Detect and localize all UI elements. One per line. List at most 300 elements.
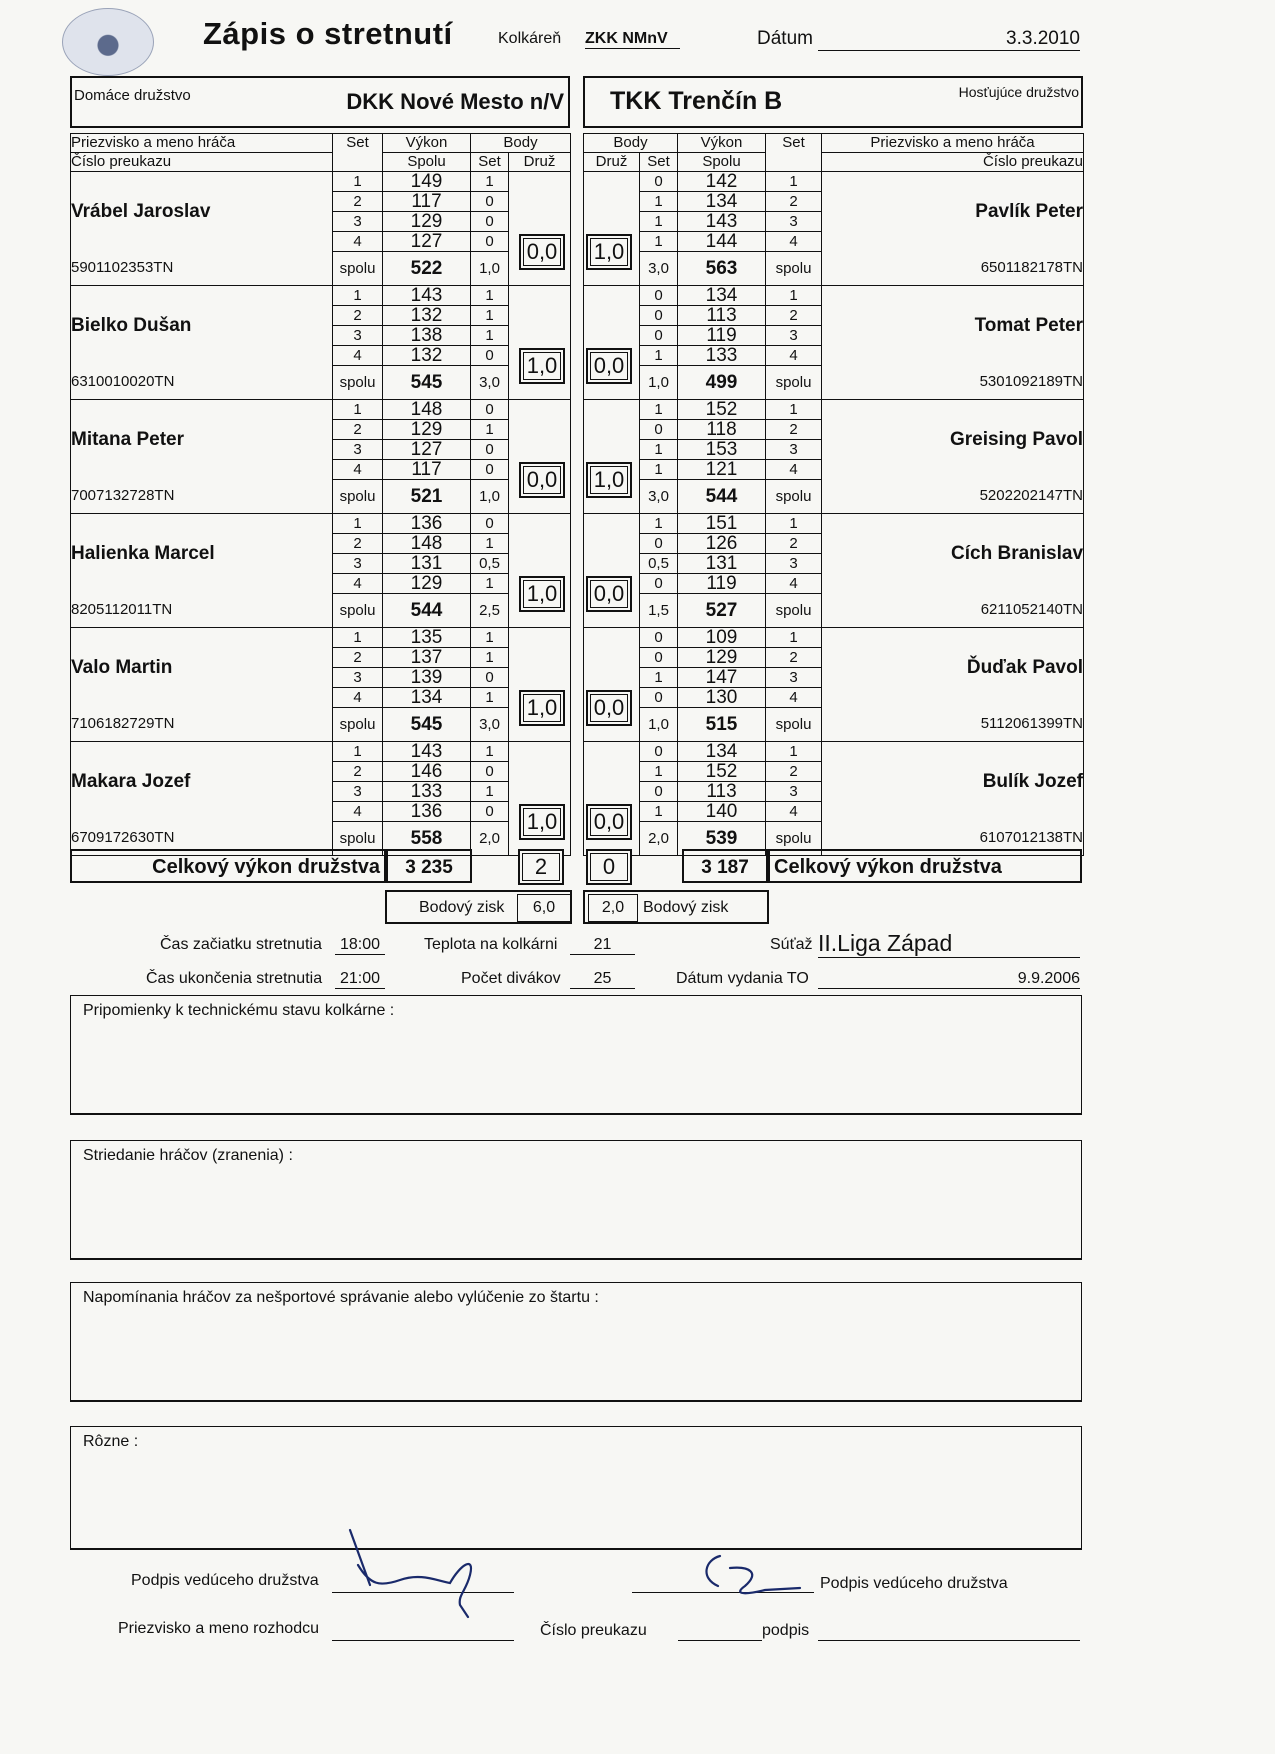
table-row <box>71 286 571 306</box>
guest-total-value: 3 187 <box>701 857 749 878</box>
guest-player-total: 515 <box>678 708 766 742</box>
guest-player-total: 499 <box>678 366 766 400</box>
home-set-score: 129 <box>383 420 471 440</box>
guest-player-license: 5202202147TN <box>822 480 1084 514</box>
home-player-name: Valo Martin <box>71 628 333 708</box>
home-set-score: 136 <box>383 802 471 822</box>
set-number: 4 <box>766 460 822 480</box>
federation-logo <box>62 8 154 76</box>
guest-total-box <box>682 849 768 883</box>
set-number: 2 <box>333 534 383 554</box>
home-total-label: spolu <box>333 708 383 742</box>
home-set-score: 129 <box>383 212 471 232</box>
guest-player-license: 6211052140TN <box>822 594 1084 628</box>
guest-player-total: 544 <box>678 480 766 514</box>
guest-set-score: 142 <box>678 172 766 192</box>
other-remarks-box[interactable] <box>70 1426 1082 1550</box>
home-set-points: 0 <box>471 460 509 480</box>
guest-set-points: 1 <box>640 232 678 252</box>
home-team-points: 0,0 <box>519 234 565 270</box>
table-row <box>584 628 1084 648</box>
guest-set-total: 3,0 <box>640 480 678 514</box>
home-set-score: 139 <box>383 668 471 688</box>
set-number: 2 <box>766 534 822 554</box>
guest-total-label: spolu <box>766 708 822 742</box>
guest-set-points: 0 <box>640 306 678 326</box>
set-number: 2 <box>766 762 822 782</box>
guest-set-score: 119 <box>678 326 766 346</box>
set-number: 2 <box>766 648 822 668</box>
set-number: 1 <box>766 400 822 420</box>
issue-label: Dátum vydania TO <box>676 970 809 987</box>
home-set-score: 132 <box>383 346 471 366</box>
home-total-label: spolu <box>333 594 383 628</box>
date-value: 3.3.2010 <box>818 28 1080 51</box>
guest-team-points: 0,0 <box>586 804 632 840</box>
set-number: 3 <box>333 212 383 232</box>
set-number: 4 <box>766 232 822 252</box>
set-number: 2 <box>333 420 383 440</box>
home-set-score: 135 <box>383 628 471 648</box>
guest-set-points: 0 <box>640 688 678 708</box>
set-number: 2 <box>333 192 383 212</box>
home-player-name: Bielko Dušan <box>71 286 333 366</box>
set-number: 4 <box>333 232 383 252</box>
home-set-points: 1 <box>471 688 509 708</box>
col-set: Set <box>766 134 822 172</box>
referee-license-line <box>678 1640 762 1641</box>
col-body-druz: Druž <box>584 153 640 172</box>
set-number: 3 <box>333 440 383 460</box>
referee-name-line <box>332 1640 514 1641</box>
table-row <box>584 594 1084 628</box>
set-number: 4 <box>333 460 383 480</box>
table-row <box>584 252 1084 286</box>
set-number: 4 <box>766 346 822 366</box>
set-number: 4 <box>766 802 822 822</box>
guest-set-points: 1 <box>640 668 678 688</box>
temp-value: 21 <box>570 936 635 955</box>
home-player-license: 7106182729TN <box>71 708 333 742</box>
guest-set-points: 0 <box>640 326 678 346</box>
home-total-label: spolu <box>333 822 383 856</box>
col-vykon: Výkon <box>383 134 471 153</box>
table-row <box>71 708 571 742</box>
set-number: 4 <box>333 346 383 366</box>
guest-player-name: Bulík Jozef <box>822 742 1084 822</box>
home-set-points: 0,5 <box>471 554 509 574</box>
home-set-points: 0 <box>471 802 509 822</box>
home-set-total: 1,0 <box>471 480 509 514</box>
home-player-total: 521 <box>383 480 471 514</box>
set-number: 1 <box>766 742 822 762</box>
referee-signature-label: podpis <box>762 1622 810 1639</box>
home-set-points: 0 <box>471 400 509 420</box>
guest-bodovy-box <box>583 890 769 924</box>
competition-value: II.Liga Západ <box>818 930 1080 958</box>
guest-set-total: 1,0 <box>640 708 678 742</box>
guest-set-score: 134 <box>678 742 766 762</box>
guest-total-label: spolu <box>766 822 822 856</box>
guest-set-points: 1 <box>640 346 678 366</box>
home-set-score: 129 <box>383 574 471 594</box>
home-player-total: 545 <box>383 366 471 400</box>
guest-total-label: spolu <box>766 480 822 514</box>
home-set-score: 138 <box>383 326 471 346</box>
home-set-points: 1 <box>471 172 509 192</box>
table-row <box>71 366 571 400</box>
guest-leader-sign-label: Podpis vedúceho družstva <box>820 1575 1008 1592</box>
competition-label: Súťaž <box>770 936 813 953</box>
home-set-score: 117 <box>383 460 471 480</box>
alley-value: ZKK NMnV <box>585 30 680 49</box>
technical-remarks-label: Pripomienky k technickému stavu kolkárne : <box>83 1002 395 1019</box>
set-number: 2 <box>333 762 383 782</box>
set-number: 1 <box>766 628 822 648</box>
guest-set-points: 1 <box>640 212 678 232</box>
set-number: 3 <box>766 212 822 232</box>
date-label: Dátum <box>757 28 813 49</box>
temp-label: Teplota na kolkárni <box>424 936 558 953</box>
guest-team-points: 0,0 <box>586 348 632 384</box>
guest-set-score: 109 <box>678 628 766 648</box>
guest-total-label: spolu <box>766 594 822 628</box>
home-bodovy-label: Bodový zisk <box>419 899 505 916</box>
home-set-points: 1 <box>471 742 509 762</box>
home-total-box <box>386 849 472 883</box>
home-set-points: 1 <box>471 306 509 326</box>
home-set-points: 1 <box>471 782 509 802</box>
home-team-points: 1,0 <box>519 576 565 612</box>
table-row <box>584 366 1084 400</box>
page-title: Zápis o stretnutí <box>203 16 453 51</box>
home-total-label-box <box>70 849 386 883</box>
guest-set-points: 0 <box>640 648 678 668</box>
substitution-label: Striedanie hráčov (zranenia) : <box>83 1147 293 1164</box>
guest-set-points: 1 <box>640 460 678 480</box>
home-set-total: 2,0 <box>471 822 509 856</box>
guest-set-points: 1 <box>640 440 678 460</box>
home-set-score: 131 <box>383 554 471 574</box>
home-set-total: 1,0 <box>471 252 509 286</box>
guest-set-score: 152 <box>678 400 766 420</box>
col-license: Číslo preukazu <box>822 153 1084 172</box>
guest-player-license: 6107012138TN <box>822 822 1084 856</box>
set-number: 2 <box>766 420 822 440</box>
guest-set-score: 144 <box>678 232 766 252</box>
home-set-score: 136 <box>383 514 471 534</box>
table-row <box>584 480 1084 514</box>
guest-total-label-box <box>768 849 1082 883</box>
guest-set-total: 1,5 <box>640 594 678 628</box>
guest-set-total: 3,0 <box>640 252 678 286</box>
col-body-set: Set <box>471 153 509 172</box>
guest-bodovy-label: Bodový zisk <box>643 899 729 916</box>
table-row <box>71 514 571 534</box>
home-player-license: 5901102353TN <box>71 252 333 286</box>
guest-set-score: 121 <box>678 460 766 480</box>
guest-set-points: 1 <box>640 400 678 420</box>
table-row <box>584 286 1084 306</box>
table-row <box>71 628 571 648</box>
guest-total-label: spolu <box>766 366 822 400</box>
guest-set-points: 0 <box>640 628 678 648</box>
guest-bodovy-value: 2,0 <box>588 894 638 922</box>
home-set-total: 2,5 <box>471 594 509 628</box>
guest-set-points: 0 <box>640 782 678 802</box>
home-set-points: 0 <box>471 440 509 460</box>
guest-team-points: 0,0 <box>586 690 632 726</box>
home-set-points: 0 <box>471 668 509 688</box>
home-player-license: 6310010020TN <box>71 366 333 400</box>
referee-license-label: Číslo preukazu <box>540 1622 647 1639</box>
home-total-label: Celkový výkon družstva <box>152 856 380 878</box>
home-player-license: 6709172630TN <box>71 822 333 856</box>
home-leader-signature <box>340 1525 520 1620</box>
set-number: 1 <box>766 172 822 192</box>
guest-set-score: 131 <box>678 554 766 574</box>
issue-value: 9.9.2006 <box>818 970 1080 989</box>
table-row <box>71 400 571 420</box>
start-label: Čas začiatku stretnutia <box>160 936 322 953</box>
home-match-points: 2 <box>518 849 564 885</box>
guest-team-points: 0,0 <box>586 576 632 612</box>
guest-team-points: 1,0 <box>586 462 632 498</box>
home-total-label: spolu <box>333 252 383 286</box>
home-bodovy-box <box>385 890 572 924</box>
guest-set-points: 0 <box>640 534 678 554</box>
home-player-name: Mitana Peter <box>71 400 333 480</box>
guest-leader-signature <box>690 1548 810 1603</box>
home-team-points: 1,0 <box>519 348 565 384</box>
other-remarks-label: Rôzne : <box>83 1433 139 1450</box>
home-set-points: 0 <box>471 212 509 232</box>
col-license: Číslo preukazu <box>71 153 333 172</box>
home-set-points: 0 <box>471 346 509 366</box>
technical-remarks-box[interactable] <box>70 995 1082 1115</box>
set-number: 1 <box>766 514 822 534</box>
guest-set-score: 134 <box>678 286 766 306</box>
guest-player-name: Pavlík Peter <box>822 172 1084 252</box>
home-team-label: Domáce družstvo <box>74 87 191 104</box>
guest-set-score: 151 <box>678 514 766 534</box>
end-label: Čas ukončenia stretnutia <box>146 970 323 987</box>
col-player: Priezvisko a meno hráča <box>822 134 1084 153</box>
col-spolu: Spolu <box>678 153 766 172</box>
home-set-points: 1 <box>471 420 509 440</box>
guest-player-total: 563 <box>678 252 766 286</box>
guest-set-points: 1 <box>640 802 678 822</box>
guest-set-score: 118 <box>678 420 766 440</box>
set-number: 3 <box>333 554 383 574</box>
home-set-points: 1 <box>471 628 509 648</box>
home-set-score: 134 <box>383 688 471 708</box>
home-set-points: 1 <box>471 534 509 554</box>
guest-set-score: 134 <box>678 192 766 212</box>
home-set-score: 132 <box>383 306 471 326</box>
col-spolu: Spolu <box>383 153 471 172</box>
col-body-druz: Druž <box>509 153 571 172</box>
home-player-name: Makara Jozef <box>71 742 333 822</box>
guest-team-box <box>583 76 1083 128</box>
set-number: 1 <box>333 172 383 192</box>
guest-set-score: 153 <box>678 440 766 460</box>
guest-team-label: Hosťujúce družstvo <box>958 84 1079 100</box>
warnings-label: Napomínania hráčov za nešportové správanie alebo vylúčenie zo štartu : <box>83 1289 599 1306</box>
guest-set-total: 2,0 <box>640 822 678 856</box>
set-number: 1 <box>766 286 822 306</box>
home-player-total: 544 <box>383 594 471 628</box>
set-number: 3 <box>766 668 822 688</box>
guest-set-score: 130 <box>678 688 766 708</box>
set-number: 3 <box>766 782 822 802</box>
set-number: 2 <box>333 648 383 668</box>
home-set-total: 3,0 <box>471 708 509 742</box>
set-number: 4 <box>766 574 822 594</box>
guest-set-score: 133 <box>678 346 766 366</box>
guest-player-name: Tomat Peter <box>822 286 1084 366</box>
set-number: 1 <box>333 514 383 534</box>
end-value: 21:00 <box>335 970 385 989</box>
home-set-score: 137 <box>383 648 471 668</box>
home-team-box <box>70 76 570 128</box>
referee-name-label: Priezvisko a meno rozhodcu <box>118 1620 319 1637</box>
home-team-name: DKK Nové Mesto n/V <box>346 89 564 114</box>
col-body: Body <box>471 134 571 153</box>
set-number: 3 <box>766 554 822 574</box>
guest-player-name: Greising Pavol <box>822 400 1084 480</box>
guest-match-points: 0 <box>586 849 632 885</box>
guest-total-label: spolu <box>766 252 822 286</box>
substitution-box[interactable] <box>70 1140 1082 1260</box>
guest-player-name: Ďuďak Pavol <box>822 628 1084 708</box>
table-row <box>71 480 571 514</box>
table-row <box>584 400 1084 420</box>
set-number: 4 <box>333 574 383 594</box>
set-number: 1 <box>333 286 383 306</box>
table-row <box>584 514 1084 534</box>
set-number: 3 <box>333 326 383 346</box>
home-set-points: 0 <box>471 232 509 252</box>
home-player-total: 545 <box>383 708 471 742</box>
warnings-box[interactable] <box>70 1282 1082 1402</box>
guest-set-points: 1 <box>640 192 678 212</box>
home-set-score: 143 <box>383 742 471 762</box>
col-vykon: Výkon <box>678 134 766 153</box>
guest-set-points: 0 <box>640 286 678 306</box>
home-total-value: 3 235 <box>405 857 453 878</box>
home-team-points: 0,0 <box>519 462 565 498</box>
set-number: 2 <box>766 192 822 212</box>
alley-label: Kolkáreň <box>498 30 562 47</box>
home-set-points: 1 <box>471 574 509 594</box>
set-number: 3 <box>333 668 383 688</box>
guest-player-license: 5301092189TN <box>822 366 1084 400</box>
home-set-points: 0 <box>471 514 509 534</box>
home-player-name: Vrábel Jaroslav <box>71 172 333 252</box>
set-number: 4 <box>333 802 383 822</box>
set-number: 3 <box>333 782 383 802</box>
guest-set-points: 0 <box>640 172 678 192</box>
guest-set-points: 0 <box>640 742 678 762</box>
home-set-score: 117 <box>383 192 471 212</box>
guest-set-score: 152 <box>678 762 766 782</box>
guest-set-score: 126 <box>678 534 766 554</box>
home-set-score: 146 <box>383 762 471 782</box>
guest-set-points: 1 <box>640 762 678 782</box>
set-number: 3 <box>766 440 822 460</box>
viewers-label: Počet divákov <box>461 970 561 987</box>
home-set-score: 148 <box>383 400 471 420</box>
home-set-score: 127 <box>383 232 471 252</box>
col-player: Priezvisko a meno hráča <box>71 134 333 153</box>
col-body: Body <box>584 134 678 153</box>
guest-set-total: 1,0 <box>640 366 678 400</box>
col-body-set: Set <box>640 153 678 172</box>
table-row <box>584 742 1084 762</box>
set-number: 2 <box>333 306 383 326</box>
guest-scores-table <box>583 133 1084 856</box>
home-set-points: 0 <box>471 192 509 212</box>
home-scores-table <box>70 133 571 856</box>
viewers-value: 25 <box>570 970 635 989</box>
guest-team-points: 1,0 <box>586 234 632 270</box>
home-player-total: 558 <box>383 822 471 856</box>
home-team-points: 1,0 <box>519 690 565 726</box>
set-number: 2 <box>766 306 822 326</box>
guest-set-score: 113 <box>678 782 766 802</box>
guest-set-score: 119 <box>678 574 766 594</box>
set-number: 4 <box>333 688 383 708</box>
home-set-score: 148 <box>383 534 471 554</box>
home-set-score: 133 <box>383 782 471 802</box>
guest-player-license: 5112061399TN <box>822 708 1084 742</box>
guest-player-license: 6501182178TN <box>822 252 1084 286</box>
home-leader-sign-label: Podpis vedúceho družstva <box>131 1572 319 1589</box>
start-value: 18:00 <box>335 936 385 955</box>
home-total-label: spolu <box>333 366 383 400</box>
guest-set-score: 143 <box>678 212 766 232</box>
guest-set-score: 147 <box>678 668 766 688</box>
home-set-total: 3,0 <box>471 366 509 400</box>
home-set-score: 143 <box>383 286 471 306</box>
home-player-license: 7007132728TN <box>71 480 333 514</box>
home-player-total: 522 <box>383 252 471 286</box>
table-row <box>71 172 571 192</box>
table-row <box>584 172 1084 192</box>
guest-player-total: 539 <box>678 822 766 856</box>
guest-player-name: Cích Branislav <box>822 514 1084 594</box>
guest-total-label: Celkový výkon družstva <box>774 856 1002 878</box>
col-set: Set <box>333 134 383 172</box>
home-player-name: Halienka Marcel <box>71 514 333 594</box>
home-bodovy-value: 6,0 <box>517 894 571 922</box>
home-set-points: 1 <box>471 326 509 346</box>
home-team-points: 1,0 <box>519 804 565 840</box>
guest-set-points: 0 <box>640 420 678 440</box>
set-number: 1 <box>333 628 383 648</box>
guest-set-score: 140 <box>678 802 766 822</box>
guest-set-points: 0,5 <box>640 554 678 574</box>
set-number: 1 <box>333 400 383 420</box>
table-row <box>71 594 571 628</box>
guest-player-total: 527 <box>678 594 766 628</box>
home-set-points: 0 <box>471 762 509 782</box>
table-row <box>584 708 1084 742</box>
home-set-points: 1 <box>471 286 509 306</box>
home-player-license: 8205112011TN <box>71 594 333 628</box>
referee-signature-line <box>818 1640 1080 1641</box>
